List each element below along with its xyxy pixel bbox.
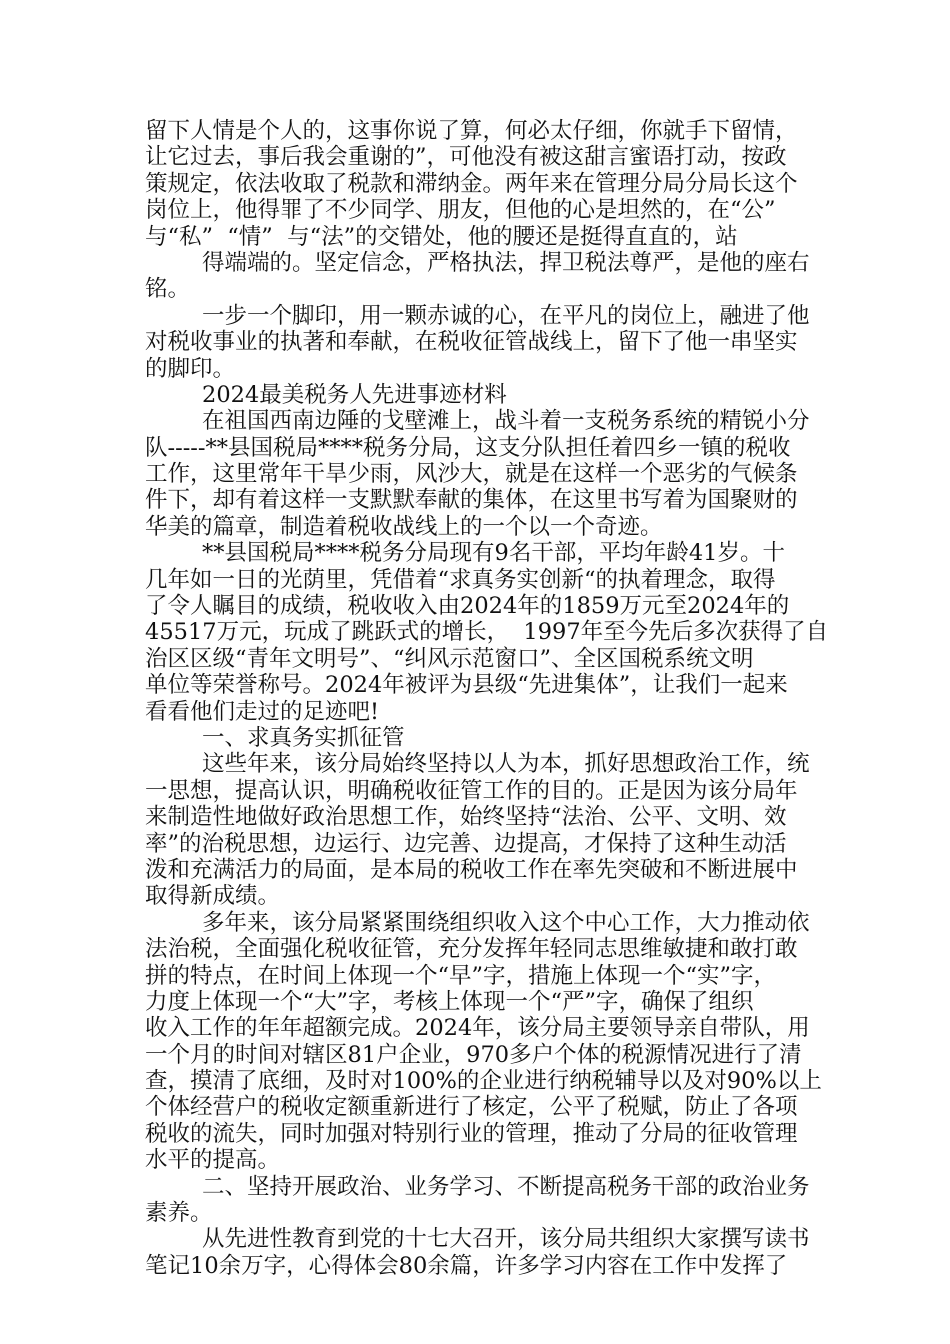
- text-line: 工作，这里常年干旱少雨，风沙大，就是在这样一个恶劣的气候条: [145, 461, 798, 488]
- text-line: 笔记10余万字，心得体会80余篇，许多学习内容在工作中发挥了: [145, 1252, 788, 1279]
- text-line: 来制造性地做好政治思想工作，始终坚持“法治、公平、文明、效: [145, 804, 787, 831]
- text-line: 单位等荣誉称号。2024年被评为县级“先进集体”，让我们一起来: [145, 672, 788, 699]
- text-line: 税收的流失，同时加强对特别行业的管理，推动了分局的征收管理: [145, 1120, 798, 1147]
- document-body: [145, 118, 829, 1279]
- text-line: 率”的治税思想，边运行、边完善、边提高，才保持了这种生动活: [145, 830, 787, 857]
- text-line: 策规定，依法收取了税款和滞纳金。两年来在管理分局分局长这个: [145, 170, 798, 197]
- text-line: 素养。: [145, 1200, 213, 1227]
- text-line: 一步一个脚印，用一颗赤诚的心，在平凡的岗位上，融进了他: [202, 302, 810, 329]
- text-line: 二、坚持开展政治、业务学习、不断提高税务干部的政治业务: [202, 1173, 810, 1200]
- text-line: 一、求真务实抓征管: [202, 724, 405, 751]
- text-line: 华美的篇章，制造着税收战线上的一个以一个奇迹。: [145, 513, 663, 540]
- text-line: 在祖国西南边陲的戈壁滩上，战斗着一支税务系统的精锐小分: [202, 408, 810, 435]
- text-line: 多年来，该分局紧紧围绕组织收入这个中心工作，大力推动依: [202, 909, 810, 936]
- text-line: 一个月的时间对辖区81户企业，970多户个体的税源情况进行了清: [145, 1041, 802, 1068]
- text-line: 岗位上，他得罪了不少同学、朋友，但他的心是坦然的，在“公”: [145, 197, 776, 224]
- text-line: 取得新成绩。: [145, 883, 281, 910]
- text-line: 力度上体现一个“大”字，考核上体现一个“严”字，确保了组织: [145, 988, 754, 1015]
- text-line: 的脚印。: [145, 355, 236, 382]
- text-line: 了令人瞩目的成绩，税收收入由2024年的1859万元至2024年的: [145, 593, 790, 620]
- text-line: 2024最美税务人先进事迹材料: [202, 381, 507, 408]
- text-line: **县国税局****税务分局现有9名干部，平均年龄41岁。十: [202, 540, 785, 567]
- text-line: 这些年来，该分局始终坚持以人为本，抓好思想政治工作，统: [202, 751, 810, 778]
- text-line: 45517万元，玩成了跳跃式的增长， 1997年至今先后多次获得了自: [145, 619, 829, 646]
- text-line: 拼的特点，在时间上体现一个“早”字，措施上体现一个“实”字，: [145, 962, 777, 989]
- text-line: 个体经营户的税收定额重新进行了核定，公平了税赋，防止了各项: [145, 1094, 798, 1121]
- text-line: 查，摸清了底细，及时对100%的企业进行纳税辅导以及对90%以上: [145, 1068, 822, 1095]
- text-line: 几年如一日的光荫里，凭借着“求真务实创新“的执着理念，取得: [145, 566, 776, 593]
- text-line: 治区区级“青年文明号”、“纠风示范窗口”、全区国税系统文明: [145, 645, 754, 672]
- text-line: 铭。: [145, 276, 191, 303]
- text-line: 与“私” “情” 与“法”的交错处，他的腰还是挺得直直的，站: [145, 223, 738, 250]
- text-line: 得端端的。坚定信念，严格执法，捍卫税法尊严，是他的座右: [202, 249, 810, 276]
- text-line: 水平的提高。: [145, 1147, 281, 1174]
- text-line: 让它过去，事后我会重谢的”，可他没有被这甜言蜜语打动，按政: [145, 144, 787, 171]
- text-line: 对税收事业的执著和奉献，在税收征管战线上，留下了他一串坚实: [145, 329, 798, 356]
- text-line: 看看他们走过的足迹吧!: [145, 698, 380, 725]
- text-line: 队-----**县国税局****税务分局，这支分队担任着四乡一镇的税收: [145, 434, 791, 461]
- text-line: 一思想，提高认识，明确税收征管工作的目的。正是因为该分局年: [145, 777, 798, 804]
- text-line: 件下，却有着这样一支默默奉献的集体，在这里书写着为国聚财的: [145, 487, 798, 514]
- text-line: 从先进性教育到党的十七大召开，该分局共组织大家撰写读书: [202, 1226, 810, 1253]
- text-line: 法治税，全面强化税收征管，充分发挥年轻同志思维敏捷和敢打敢: [145, 936, 798, 963]
- text-line: 收入工作的年年超额完成。2024年，该分局主要领导亲自带队，用: [145, 1015, 810, 1042]
- text-line: 泼和充满活力的局面，是本局的税收工作在率先突破和不断进展中: [145, 856, 798, 883]
- text-line: 留下人情是个人的，这事你说了算，何必太仔细，你就手下留情，: [145, 118, 798, 144]
